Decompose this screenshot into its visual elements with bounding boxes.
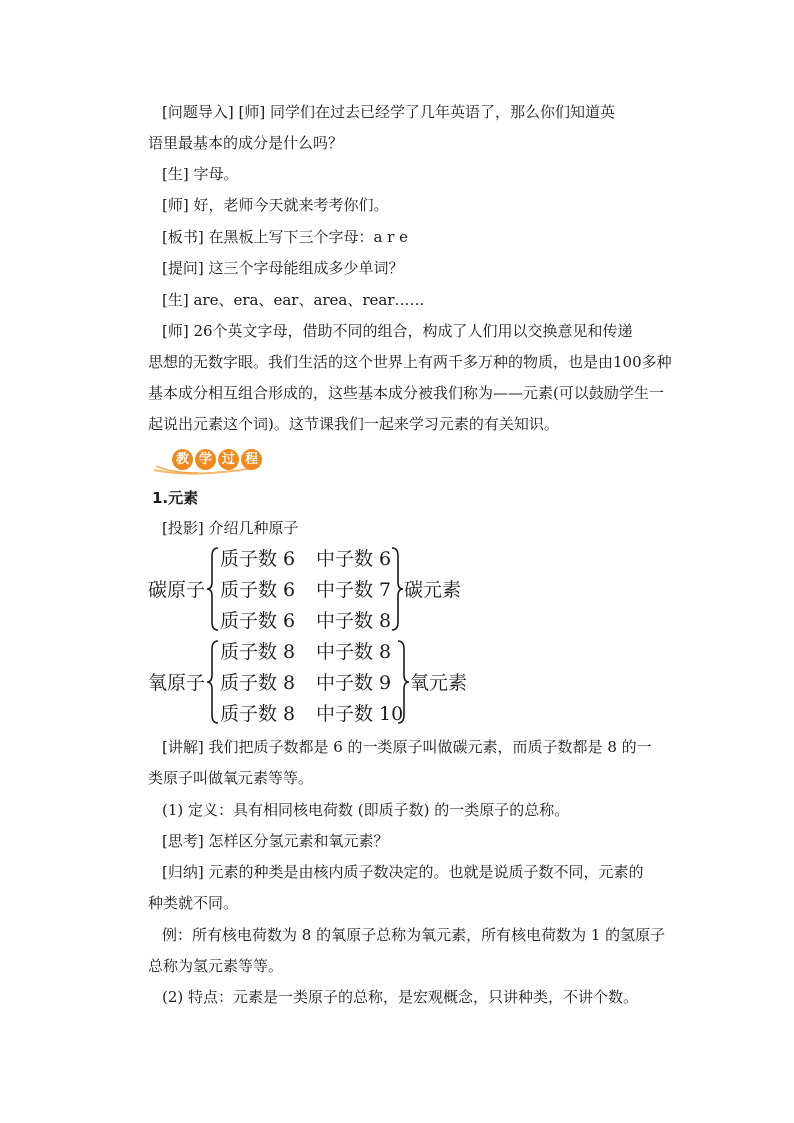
carbon-atom-label: 碳原子	[148, 579, 206, 601]
section-banner-teaching-process	[152, 446, 262, 476]
banner-char: 学	[195, 449, 216, 470]
oxygen-proton-1: 质子数 8	[220, 641, 296, 663]
oxygen-neutron-3: 中子数 10	[316, 703, 404, 725]
teacher-line-1: [师] 好，老师今天就来考考你们。	[162, 196, 389, 214]
explain-line-1: [讲解] 我们把质子数都是 6 的一类原子叫做碳元素，而质子数都是 8 的一	[162, 738, 652, 756]
banner-char: 教	[172, 449, 193, 470]
carbon-proton-1: 质子数 6	[220, 548, 296, 570]
question-line: [提问] 这三个字母能组成多少单词？	[162, 259, 404, 277]
carbon-proton-3: 质子数 6	[220, 610, 296, 632]
projection-line: [投影] 介绍几种原子	[162, 519, 299, 537]
carbon-neutron-3: 中子数 8	[316, 610, 392, 632]
explain-line-2: 类原子叫做氧元素等等。	[148, 769, 314, 787]
banner-char: 过	[218, 449, 239, 470]
example-line-1: 例：所有核电荷数为 8 的氧原子总称为氧元素，所有核电荷数为 1 的氢原子	[162, 926, 666, 944]
right-brace-icon	[396, 639, 410, 725]
teacher-para-line-2: 思想的无数字眼。我们生活的这个世界上有两千多万种的物质，也是由100多种	[148, 353, 672, 371]
oxygen-proton-2: 质子数 8	[220, 672, 296, 694]
teacher-para-line-4: 起说出元素这个词)。这节课我们一起来学习元素的有关知识。	[148, 415, 559, 433]
student-answer-1: [生] 字母。	[162, 165, 239, 183]
feature-line: (2) 特点：元素是一类原子的总称，是宏观概念，只讲种类，不讲个数。	[162, 988, 639, 1006]
think-line: [思考] 怎样区分氢元素和氧元素？	[162, 832, 389, 850]
oxygen-neutron-2: 中子数 9	[316, 672, 392, 694]
section-heading: 1.元素	[152, 489, 199, 507]
example-line-2: 总称为氢元素等等。	[148, 957, 284, 975]
right-brace-icon	[390, 546, 404, 632]
intro-line-1: [问题导入] [师] 同学们在过去已经学了几年英语了，那么你们知道英	[162, 103, 615, 121]
teacher-para-line-3: 基本成分相互组合形成的，这些基本成分被我们称为——元素(可以鼓励学生一	[148, 384, 664, 402]
carbon-proton-2: 质子数 6	[220, 579, 296, 601]
banner-char: 程	[241, 449, 262, 470]
summary-line-1: [归纳] 元素的种类是由核内质子数决定的。也就是说质子数不同，元素的	[162, 863, 644, 881]
oxygen-element-label: 氧元素	[410, 672, 468, 694]
summary-line-2: 种类就不同。	[148, 894, 239, 912]
oxygen-neutron-1: 中子数 8	[316, 641, 392, 663]
oxygen-proton-3: 质子数 8	[220, 703, 296, 725]
carbon-neutron-2: 中子数 7	[316, 579, 392, 601]
student-answer-2: [生] are、era、ear、area、rear……	[162, 291, 425, 309]
left-brace-icon	[206, 546, 220, 632]
carbon-neutron-1: 中子数 6	[316, 548, 392, 570]
intro-line-2: 语里最基本的成分是什么吗？	[148, 134, 344, 152]
left-brace-icon	[206, 639, 220, 725]
teacher-para-line-1: [师] 26个英文字母，借助不同的组合，构成了人们用以交换意见和传递	[162, 322, 633, 340]
oxygen-atom-label: 氧原子	[148, 672, 206, 694]
carbon-element-label: 碳元素	[404, 579, 462, 601]
definition-line: (1) 定义：具有相同核电荷数 (即质子数) 的一类原子的总称。	[162, 801, 570, 819]
blackboard-line: [板书] 在黑板上写下三个字母：a r e	[162, 228, 408, 246]
